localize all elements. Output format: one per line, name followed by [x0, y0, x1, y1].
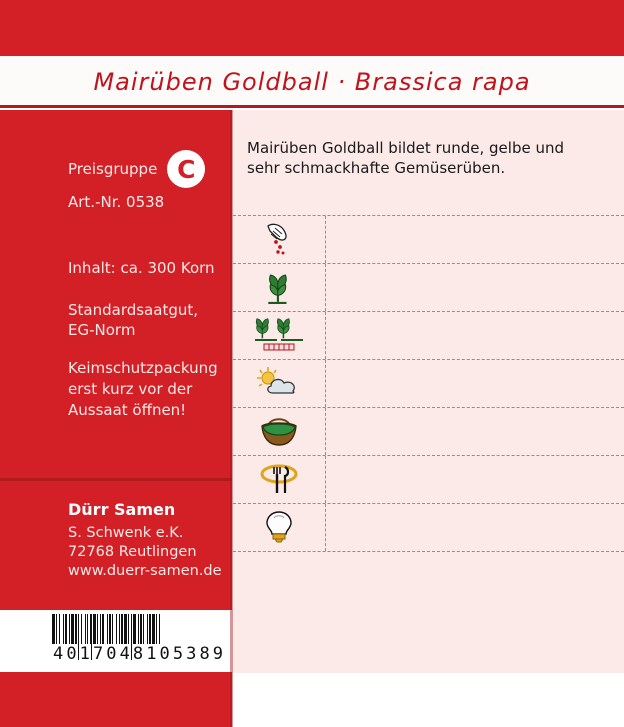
barcode-digit: 7 [92, 644, 104, 664]
barcode-digit: 3 [186, 644, 197, 664]
harvest-basket-icon [258, 414, 300, 448]
table-row [233, 263, 624, 311]
warning-line3: Aussaat öffnen! [68, 401, 187, 419]
barcode-digit: 0 [66, 644, 77, 664]
address-line1: S. Schwenk e.K. [68, 525, 184, 541]
page-title: Mairüben Goldball · Brassica rapa [93, 68, 531, 96]
instruction-icon-cell [233, 216, 326, 263]
barcode-number [52, 644, 224, 664]
barcode-digit: 8 [132, 644, 144, 664]
seed-standard-line1: Standardsaatgut, [68, 301, 198, 319]
lightbulb-icon [262, 510, 296, 544]
bottom-white-area [233, 673, 624, 727]
instruction-text [326, 504, 624, 551]
table-row [233, 215, 624, 263]
table-row [233, 503, 624, 552]
table-row [233, 455, 624, 503]
instruction-text [326, 456, 624, 503]
content-amount: Inhalt: ca. 300 Korn [68, 259, 215, 277]
seed-standard [68, 300, 198, 340]
seedling-icon [262, 270, 296, 304]
address-line2: 72768 Reutlingen [68, 544, 197, 560]
instruction-icon-cell [233, 408, 326, 455]
price-group-badge: C [167, 150, 205, 188]
table-row [233, 407, 624, 455]
title-band [0, 56, 624, 108]
instruction-icon-cell [233, 504, 326, 551]
germination-protection-note [68, 358, 218, 421]
instruction-text [326, 312, 624, 359]
price-group [68, 150, 205, 188]
instruction-icon-cell [233, 264, 326, 311]
barcode-digit: 0 [106, 644, 117, 664]
sowing-hand-icon [259, 222, 299, 256]
instruction-text [326, 216, 624, 263]
instruction-text [326, 408, 624, 455]
barcode [52, 614, 224, 668]
price-group-label: Preisgruppe [68, 160, 158, 178]
barcode-digit: 1 [79, 644, 90, 664]
instruction-icon-cell [233, 312, 326, 359]
barcode-digit: 8 [199, 644, 210, 664]
cultivation-table [233, 215, 624, 552]
barcode-digit: 4 [53, 644, 64, 664]
company-address [68, 524, 222, 581]
address-website: www.duerr-samen.de [68, 563, 222, 579]
sun-cloud-icon [255, 366, 303, 400]
barcode-digit: 9 [212, 644, 223, 664]
company-name: Dürr Samen [68, 500, 176, 519]
seed-standard-line2: EG-Norm [68, 321, 136, 339]
title-underline [0, 105, 624, 108]
warning-line1: Keimschutzpackung [68, 359, 218, 377]
instruction-text [326, 264, 624, 311]
table-row [233, 311, 624, 359]
two-seedlings-ruler-icon [251, 318, 307, 352]
variety-description: Mairüben Goldball bildet runde, gelbe und sehr schmackhafte Gemüserüben. [247, 139, 564, 177]
instruction-text [326, 360, 624, 407]
warning-line2: erst kurz vor der [68, 380, 193, 398]
bottom-red-block [0, 672, 232, 727]
barcode-digit: 4 [119, 644, 130, 664]
table-row [233, 359, 624, 407]
instruction-icon-cell [233, 360, 326, 407]
barcode-digit: 5 [172, 644, 184, 664]
article-number: Art.-Nr. 0538 [68, 193, 165, 211]
plate-cutlery-icon [257, 462, 301, 496]
instruction-icon-cell [233, 456, 326, 503]
barcode-digit: 0 [159, 644, 170, 664]
top-red-band [0, 0, 624, 56]
barcode-digit: 1 [146, 644, 157, 664]
